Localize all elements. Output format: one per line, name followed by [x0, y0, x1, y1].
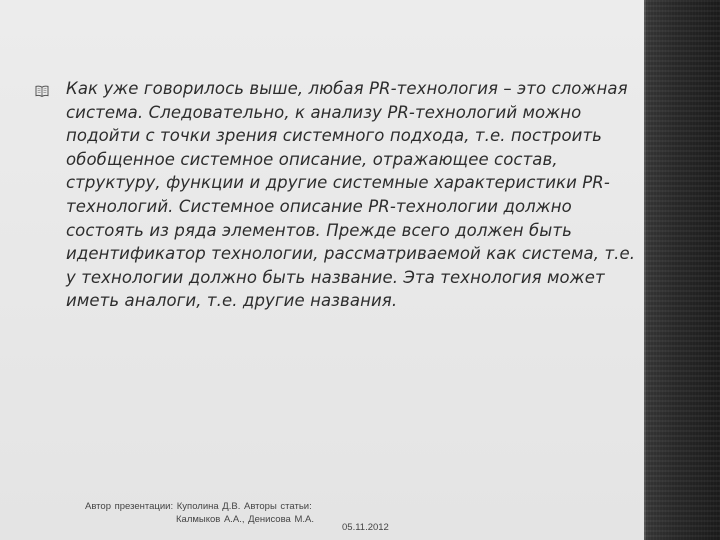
side-bar-texture	[644, 0, 720, 540]
open-book-icon	[35, 84, 49, 98]
decorative-side-bar	[644, 0, 720, 540]
footer-date: 05.11.2012	[342, 522, 389, 533]
footer-author-line-2: Калмыков А.А., Денисова М.А.	[176, 514, 314, 525]
footer-author-line-1: Автор презентации: Куполина Д.В. Авторы статьи:	[85, 501, 312, 512]
footer-author-credit	[85, 500, 385, 526]
slide-body-text: Как уже говорилось выше, любая PR-технология – это сложная система. Следовательно, к анализу PR-технологий можно подойти с точки зрения системного подхода, т.е. построить обобщенное системное описание, отражающее состав, структуру, функции и другие системные характеристики PR-технологий. Системное описание PR-технологии должно состоять из ряда элементов. Прежде всего должен быть идентификатор технологии, рассматриваемой как система, т.е. у технологии должно быть название. Эта технология может иметь аналоги, т.е. другие названия.	[66, 79, 636, 311]
